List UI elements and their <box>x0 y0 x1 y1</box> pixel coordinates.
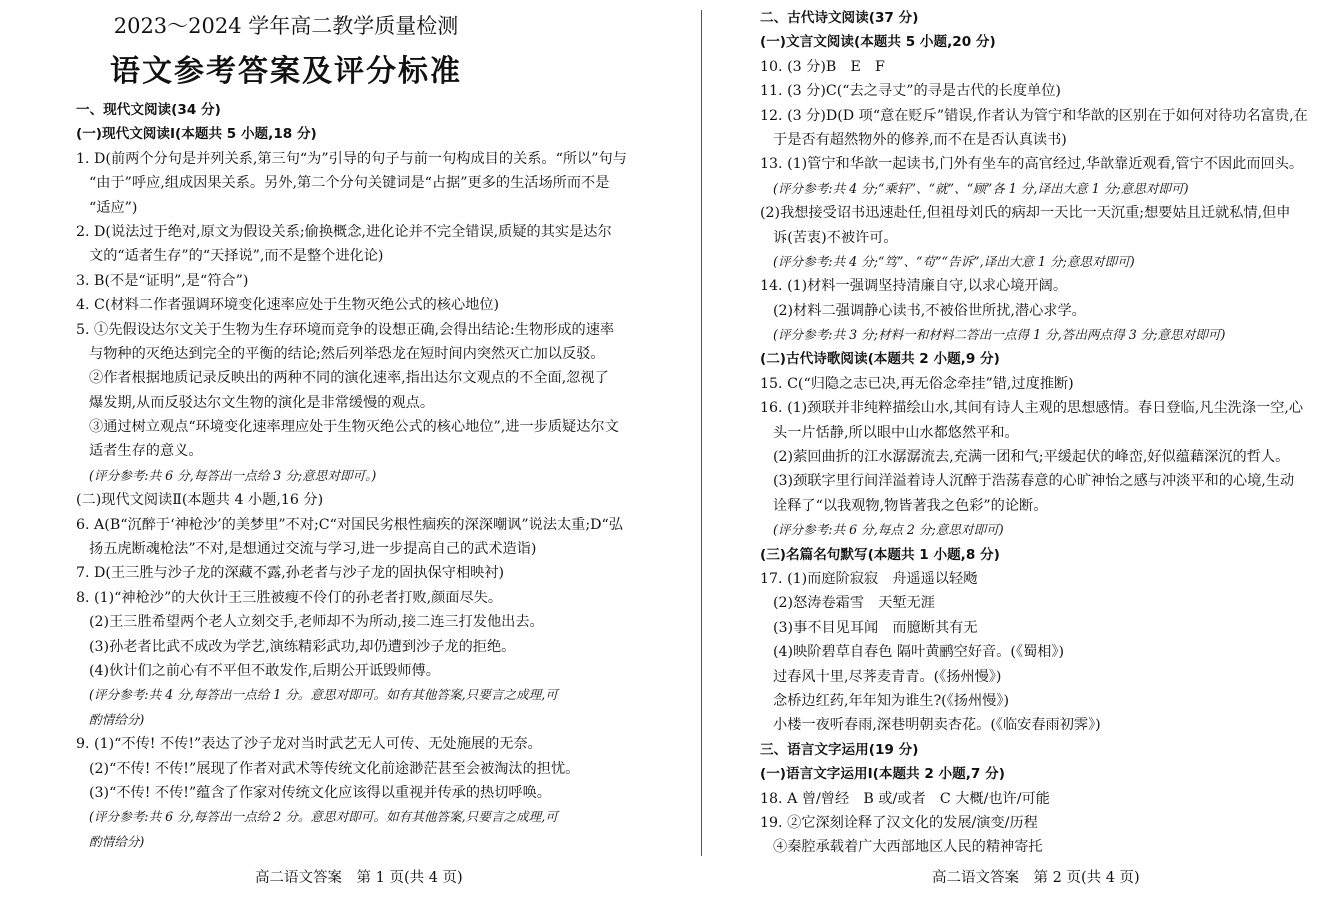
text-line: 适者生存的意义。 <box>89 443 203 460</box>
text-line: 过春风十里,尽荠麦青青。(《扬州慢》) <box>773 668 1002 685</box>
text-line: 12. (3 分)D(D 项“意在贬斥”错误,作者认为管宁和华歆的区别在于如何对待功名富贵,在 <box>760 107 1308 124</box>
text-line: 6. A(B“沉醉于‘神枪沙’的美梦里”不对;C“对国民劣根性痼疾的深深嘲讽”说法太重;D“弘 <box>76 516 623 533</box>
text-line: 与物种的灭绝达到完全的平衡的结论;然后列举恐龙在短时间内突然灭亡加以反驳。 <box>89 345 605 362</box>
text-line: (一)现代文阅读Ⅰ(本题共 5 小题,18 分) <box>76 126 317 143</box>
text-line: (3)颈联字里行间洋溢着诗人沉醉于浩荡春意的心旷神怡之感与冲淡平和的心境,生动 <box>773 473 1295 490</box>
text-line: ④秦腔承载着广大西部地区人民的精神寄托 <box>773 839 1043 856</box>
text-line: (2)怒涛卷霜雪 天堑无涯 <box>773 595 935 612</box>
text-line: 10. (3 分)B E F <box>760 58 885 75</box>
text-line: (评分参考:共 6 分,每答出一点给 2 分。意思对即可。如有其他答案,只要言之成理,可 <box>89 809 558 825</box>
text-line: (4)伙计们之前心有不平但不敢发作,后期公开诋毁师傅。 <box>89 662 440 679</box>
text-line: (评分参考:共 4 分;“乘轩”、“就”、“顾”各 1 分,译出大意 1 分;意思对即可) <box>773 180 1189 196</box>
text-line: 8. (1)“神枪沙”的大伙计王三胜被瘦不伶仃的孙老者打败,颜面尽失。 <box>76 589 503 606</box>
text-line: 二、古代诗文阅读(37 分) <box>760 10 919 26</box>
text-line: 1. D(前两个分句是并列关系,第三句“为”引导的句子与前一句构成目的关系。“所以”句与 <box>76 150 627 167</box>
text-line: 酌情给分) <box>89 711 145 727</box>
text-line: 念桥边红药,年年知为谁生?(《扬州慢》) <box>773 692 1009 709</box>
text-line: (3)事不目见耳闻 而臆断其有无 <box>773 619 978 636</box>
text-line: (评分参考:共 4 分;“笃”、“苟”“告诉”,译出大意 1 分;意思对即可) <box>773 253 1135 269</box>
text-line: 于是否有超然物外的修养,而不在是否认真读书) <box>773 131 1067 148</box>
text-line: (2)材料二强调静心读书,不被俗世所扰,潜心求学。 <box>773 302 1086 319</box>
text-line: 13. (1)管宁和华歆一起读书,门外有坐车的高官经过,华歆靠近观看,管宁不因此而回头。 <box>760 156 1304 173</box>
text-line: “适应”) <box>89 199 138 216</box>
column-divider <box>701 10 702 856</box>
page-1-answer-text <box>76 98 690 854</box>
text-line: (二)现代文阅读Ⅱ(本题共 4 小题,16 分) <box>76 492 324 509</box>
text-line: (4)映阶碧草自春色 隔叶黄鹂空好音。(《蜀相》) <box>773 644 1065 661</box>
text-line: “由于”呼应,组成因果关系。另外,第二个分句关键词是“占据”更多的生活场所而不是 <box>89 175 610 192</box>
page-1-footer: 高二语文答案 第 1 页(共 4 页) <box>255 870 463 886</box>
text-line: (2)王三胜希望两个老人立刻交手,老师却不为所动,接二连三打发他出去。 <box>89 614 544 631</box>
text-line: 扬五虎断魂枪法”不对,是想通过交流与学习,进一步提高自己的武术造诣) <box>89 541 537 558</box>
text-line: 16. (1)颈联并非纯粹描绘山水,其间有诗人主观的思想感情。春日登临,凡尘洗涤一空,心 <box>760 400 1304 417</box>
text-line: 爆发期,从而反驳达尔文生物的演化是非常缓慢的观点。 <box>89 394 435 411</box>
text-line: 17. (1)而庭阶寂寂 舟遥遥以轻飏 <box>760 570 978 587</box>
text-line: 18. A 曾/曾经 B 或/或者 C 大概/也许/可能 <box>760 790 1050 807</box>
text-line: 9. (1)“不传! 不传!”表达了沙子龙对当时武艺无人可传、无处施展的无奈。 <box>76 736 542 753</box>
text-line: 诉(苦衷)不被许可。 <box>773 229 898 246</box>
text-line: 头一片恬静,所以眼中山水都悠然平和。 <box>773 424 1019 441</box>
text-line: (一)文言文阅读(本题共 5 小题,20 分) <box>760 34 996 51</box>
document-title: 语文参考答案及评分标准 <box>110 54 462 89</box>
text-line: (3)“不传! 不传!”蕴含了作家对传统文化应该得以重视并传承的热切呼唤。 <box>89 784 551 801</box>
text-line: 11. (3 分)C(“去之寻丈”的寻是古代的长度单位) <box>760 83 1061 100</box>
text-line: 一、现代文阅读(34 分) <box>76 102 221 118</box>
text-line: ③通过树立观点“环境变化速率理应处于生物灭绝公式的核心地位”,进一步质疑达尔文 <box>89 419 619 436</box>
exam-title: 2023～2024 学年高二教学质量检测 <box>113 14 459 38</box>
text-line: (3)孙老者比武不成改为学艺,演练精彩武功,却仍遭到沙子龙的拒绝。 <box>89 638 516 655</box>
text-line: (2)萦回曲折的江水潺潺流去,充满一团和气;平缓起伏的峰峦,好似蕴藉深沉的哲人。 <box>773 449 1290 466</box>
text-line: 小楼一夜听春雨,深巷明朝卖杏花。(《临安春雨初霁》) <box>773 717 1101 734</box>
text-line: (二)古代诗歌阅读(本题共 2 小题,9 分) <box>760 351 1000 368</box>
text-line: 2. D(说法过于绝对,原文为假设关系;偷换概念,进化论并不完全错误,质疑的其实是达尔 <box>76 223 612 240</box>
text-line: 诠释了“以我观物,物皆著我之色彩”的论断。 <box>773 497 1048 514</box>
text-line: 19. ②它深刻诠释了汉文化的发展/演变/历程 <box>760 814 1038 831</box>
text-line: 5. ①先假设达尔文关于生物为生存环境而竞争的设想正确,会得出结论:生物形成的速率 <box>76 321 615 338</box>
text-line: 文的“适者生存”的“天择说”,而不是整个进化论) <box>89 248 384 265</box>
text-line: 三、语言文字运用(19 分) <box>760 741 919 758</box>
text-line: (2)“不传! 不传!”展现了作者对武术等传统文化前途渺茫甚至会被淘汰的担忧。 <box>89 760 580 777</box>
text-line: (评分参考:共 4 分,每答出一点给 1 分。意思对即可。如有其他答案,只要言之成理,可 <box>89 687 558 703</box>
answer-page-2 <box>712 0 1341 900</box>
text-line: (评分参考:共 3 分;材料一和材料二答出一点得 1 分,答出两点得 3 分;意思对即可) <box>773 327 1226 343</box>
text-line: 酌情给分) <box>89 833 145 849</box>
text-line: 7. D(王三胜与沙子龙的深藏不露,孙老者与沙子龙的固执保守相映衬) <box>76 565 505 582</box>
text-line: ②作者根据地质记录反映出的两种不同的演化速率,指出达尔文观点的不全面,忽视了 <box>89 370 609 387</box>
page-2-footer: 高二语文答案 第 2 页(共 4 页) <box>932 870 1140 886</box>
text-line: 14. (1)材料一强调坚持清廉自守,以求心境开阔。 <box>760 278 1068 295</box>
text-line: (一)语言文字运用Ⅰ(本题共 2 小题,7 分) <box>760 766 1005 783</box>
text-line: (三)名篇名句默写(本题共 1 小题,8 分) <box>760 546 1000 563</box>
text-line: (评分参考:共 6 分,每答出一点给 3 分;意思对即可。) <box>89 467 377 483</box>
text-line: 4. C(材料二作者强调环境变化速率应处于生物灭绝公式的核心地位) <box>76 297 500 314</box>
text-line: 15. C(“归隐之志已决,再无俗念牵挂”错,过度推断) <box>760 375 1074 392</box>
text-line: (2)我想接受诏书迅速赴任,但祖母刘氏的病却一天比一天沉重;想要姑且迁就私情,但申 <box>760 205 1291 222</box>
text-line: (评分参考:共 6 分,每点 2 分;意思对即可) <box>773 522 1004 538</box>
page-2-answer-text <box>760 6 1341 860</box>
text-line: 3. B(不是“证明”,是“符合”) <box>76 272 249 289</box>
